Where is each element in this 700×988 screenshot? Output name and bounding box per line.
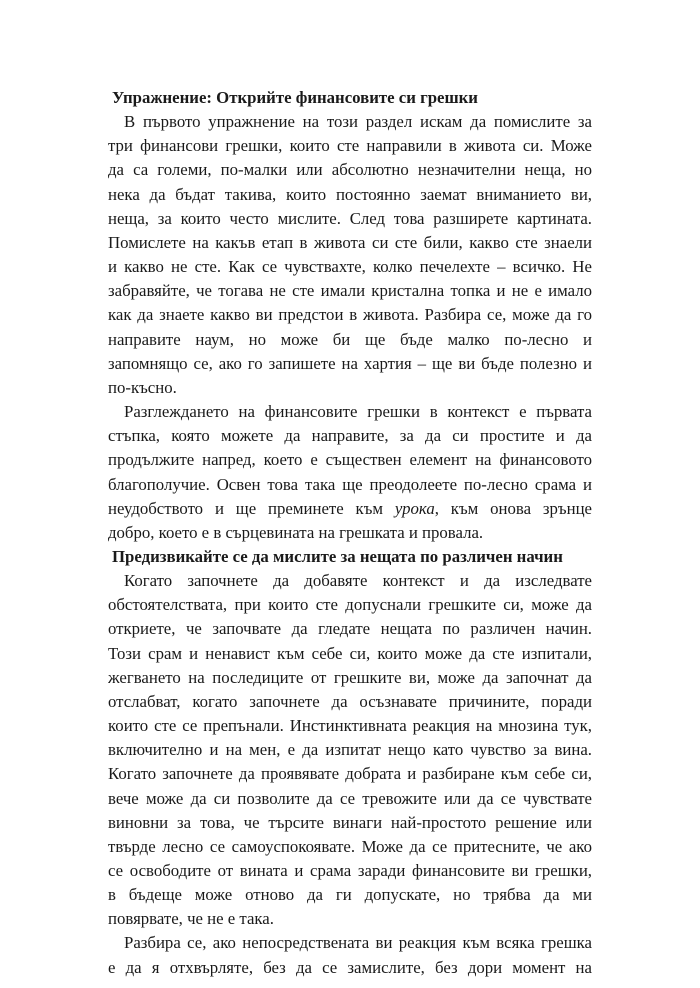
text-line: откриете, че започвате да гледате нещата по различен начин. (108, 619, 592, 639)
text-line: е да я отхвърляте, без да се замислите, без дори момент на (108, 957, 592, 977)
text-line: Когато започнете да добавяте контекст и да изследвате (124, 571, 592, 591)
text-line: се освободите от вината и срама заради финансовите ви грешки, (108, 861, 592, 880)
text-line: забравяйте, че тогава не сте имали кристална топка и не е имало (108, 281, 592, 301)
text-line: запомнящо се, ако го запишете на хартия – ще ви бъде полезно и (108, 353, 592, 373)
text-line: стъпка, която можете да направите, за да си простите и да (108, 426, 592, 446)
text-line: Този срам и ненавист към себе си, които може да сте изпитали, (108, 643, 592, 663)
paragraph-exercise-context (108, 400, 592, 545)
text-line: жегването на последиците от грешките ви, може да започнат да (108, 667, 592, 687)
text-line: благополучие. Освен това така ще преодолеете по-лесно срама и (108, 474, 592, 494)
section-heading-exercise: Упражнение: Открийте финансовите си грешки (112, 88, 478, 107)
text-line: и какво не сте. Как се чувствахте, колко печелехте – всичко. Не (108, 257, 592, 277)
text-line: три финансови грешки, които сте направили в живота си. Може (108, 136, 592, 156)
text-run: , към онова зрънце (434, 498, 592, 518)
italic-term: урока (394, 498, 435, 518)
text-line: вече може да си позволите да се тревожите или да се чувствате (108, 788, 592, 808)
text-line (108, 497, 592, 521)
text-line: продължите напред, което е съществен елемент на финансовото (108, 450, 592, 470)
text-line: включително и на мен, е да изпитат нещо като чувство за вина. (108, 740, 592, 760)
section-heading-think-differently: Предизвикайте се да мислите за нещата по различен начин (112, 546, 563, 566)
paragraph-immediate-reaction (108, 931, 592, 979)
text-line: Когато започнете да проявявате добрата и разбиране към себе си, (108, 764, 592, 784)
text-line: добро, което е в сърцевината на грешката и провала. (108, 522, 484, 542)
text-line: по-късно. (108, 377, 177, 397)
text-run: неудобството и ще преминете към (108, 498, 395, 518)
text-line: Разглеждането на финансовите грешки в контекст е първата (124, 402, 592, 422)
paragraph-think-differently (108, 569, 592, 931)
text-line: да са големи, по-малки или абсолютно незначителни неща, но (108, 160, 592, 180)
text-line: отслабват, когато започнете да осъзнавате причините, поради (108, 691, 592, 711)
text-line: направите наум, но може би ще бъде малко по-лесно и (108, 329, 592, 349)
text-line: нека да бъдат такива, които постоянно заемат вниманието ви, (108, 184, 592, 204)
text-line: повярвате, че не е така. (108, 909, 274, 929)
text-line: твърде лесно се самоуспокоявате. Може да се притесните, че ако (108, 836, 592, 856)
paragraph-exercise-intro (108, 110, 592, 400)
text-line: които сте се препънали. Инстинктивната реакция на мнозина тук, (108, 716, 592, 736)
text-line: виновни за това, че търсите винаги най-простото решение или (108, 812, 592, 832)
text-line: В първото упражнение на този раздел искам да помислите за (124, 112, 592, 132)
text-line: в бъдеще може отново да ги допускате, но трябва да ми (108, 885, 592, 905)
text-line: как да знаете какво ви предстои в живота. Разбира се, може да го (108, 305, 592, 325)
text-line: обстоятелствата, при които сте допуснали грешките си, може да (108, 595, 592, 615)
text-line: Помислете на какъв етап в живота си сте били, какво сте знаели (108, 232, 592, 252)
text-line: Разбира се, ако непосредствената ви реакция към всяка грешка (124, 933, 592, 953)
text-line: неща, за които често мислите. След това разширете картината. (108, 208, 592, 228)
